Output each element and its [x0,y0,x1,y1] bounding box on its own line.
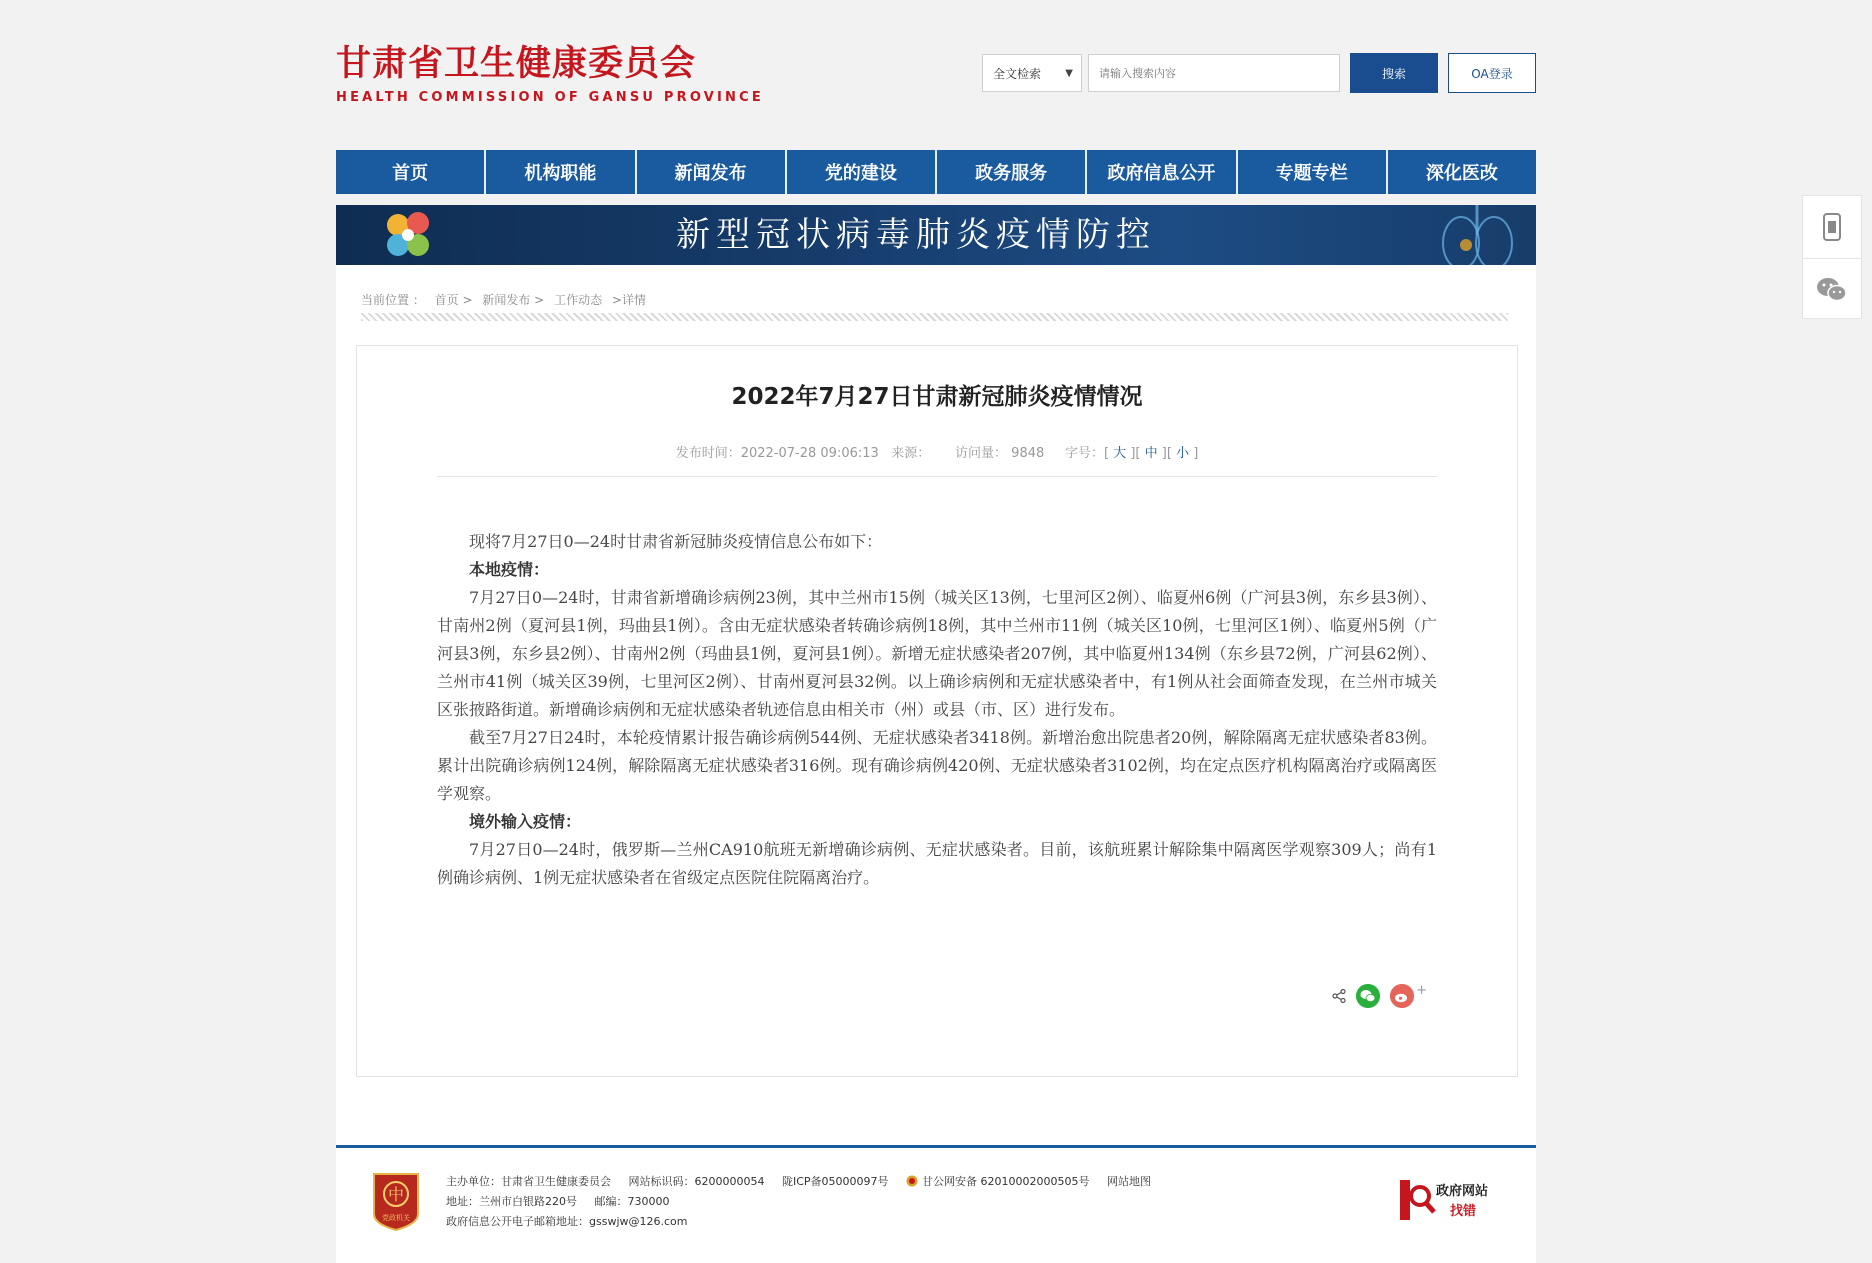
flower-icon [376,209,446,261]
gov-site-error-report[interactable] [1400,1178,1500,1222]
source-label: 来源： [891,446,931,461]
logo-chinese-name: 甘肃省卫生健康委员会 [336,44,697,84]
article-paragraph: 7月27日0—24时，俄罗斯—兰州CA910航班无新增确诊病例、无症状感染者。目前，该航班累计解除集中隔离医学观察309人；尚有1例确诊病例、1例无症状感染者在省级定点医院住院隔离治疗。 [437,840,1437,887]
footer-police-record[interactable]: 甘公网安备 62010002000505号 [922,1175,1090,1188]
breadcrumb-home[interactable]: 首页 > [434,293,473,307]
wechat-float-button[interactable] [1803,258,1861,321]
footer-address: 地址：兰州市白银路220号 [446,1195,577,1208]
article-subheading: 本地疫情： [469,560,550,579]
party-government-emblem-icon[interactable] [370,1170,422,1232]
footer-postcode: 邮编：730000 [594,1195,670,1208]
emblem-text: 党政机关 [382,1214,410,1222]
article-paragraph: 7月27日0—24时，甘肃省新增确诊病例23例，其中兰州市15例（城关区13例，七里河区2例）、临夏州6例（广河县3例，东乡县3例）、甘南州2例（夏河县1例，玛曲县1例）。含由无症状感染者转确诊病例18例，其中兰州市11例（城关区10例，七里河区1例）、临夏州5例（广河县3例，东乡县2例）、甘南州2例（玛曲县1例，夏河县1例）。新增无症状感染者207例，其中临夏州134例（东乡县72例，广河县62例）、兰州市41例（城关区39例，七里河区2例）、甘南州夏河县32例。以上确诊病例和无症状感染者中，有1例从社会面筛查发现，在兰州市城关区张掖路街道。新增确诊病例和无症状感染者轨迹信息由相关市（州）或县（市、区）进行发布。 [437,588,1437,719]
nav-item-info-disclosure[interactable]: 政府信息公开 [1087,150,1237,194]
footer-site-id: 网站标识码：6200000054 [628,1175,765,1188]
publish-time: 发布时间：2022-07-28 09:06:13 [675,446,879,461]
search-bar [982,53,1536,93]
article-meta: 发布时间：2022-07-28 09:06:13 来源： 访问量： 9848 字号：[ 大 ][ 中 ][ 小 ] [675,446,1199,461]
wechat-share-icon[interactable] [1356,984,1380,1008]
breadcrumb-label: 当前位置 ： [361,293,425,307]
visits-count: 9848 [1011,446,1045,461]
nav-item-services[interactable]: 政务服务 [937,150,1087,194]
nav-item-party[interactable]: 党的建设 [787,150,937,194]
breadcrumb [361,291,652,308]
article-body [437,528,1437,892]
font-size-small-link[interactable]: 小 [1176,446,1190,461]
oa-login-button[interactable]: OA登录 [1448,53,1536,93]
font-size-large-link[interactable]: 大 [1113,446,1127,461]
site-header [336,0,1536,150]
covid-banner[interactable] [336,205,1536,265]
magnifier-icon [1400,1178,1440,1222]
breadcrumb-divider [361,313,1508,321]
share-bar [1332,984,1427,1008]
site-logo[interactable] [336,44,764,105]
article-paragraph: 截至7月27日24时，本轮疫情累计报告确诊病例544例、无症状感染者3418例。新增治愈出院患者20例，解除隔离无症状感染者83例。累计出院确诊病例124例，解除隔离无症状感染者316例。现有确诊病例420例、无症状感染者3102例，均在定点医疗机构隔离治疗或隔离医学观察。 [437,728,1437,803]
nav-item-functions[interactable]: 机构职能 [486,150,636,194]
mobile-version-button[interactable] [1803,196,1861,258]
main-nav [336,150,1536,194]
nav-item-topics[interactable]: 专题专栏 [1238,150,1388,194]
breadcrumb-news[interactable]: 新闻发布 > [482,293,545,307]
banner-title: 新型冠状病毒肺炎疫情防控 [676,215,1156,255]
article-paragraph: 现将7月27日0—24时甘肃省新冠肺炎疫情信息公布如下： [469,532,883,551]
footer-sponsor: 主办单位：甘肃省卫生健康委员会 [446,1175,611,1188]
nav-item-reform[interactable]: 深化医改 [1425,163,1498,184]
footer-info [446,1172,1165,1232]
svg-text:中: 中 [387,1185,405,1204]
visits-label: 访问量： [955,446,1008,461]
logo-english-name: HEALTH COMMISSION OF GANSU PROVINCE [336,90,764,105]
lung-icon [1426,205,1526,265]
search-button[interactable]: 搜索 [1350,53,1438,93]
share-icon[interactable] [1332,989,1346,1003]
meta-divider [437,476,1437,477]
side-float-toolbar [1802,195,1862,319]
footer-email: 政府信息公开电子邮箱地址：gsswjw@126.com [446,1215,688,1228]
nav-item-home[interactable]: 首页 [336,150,486,194]
search-input[interactable] [1088,54,1340,92]
font-size-medium-link[interactable]: 中 [1144,446,1158,461]
plus-icon[interactable]: + [1416,982,1427,998]
main-content [336,265,1536,1145]
breadcrumb-detail: >详情 [611,293,646,307]
footer-icp[interactable]: 陇ICP备05000097号 [782,1175,889,1188]
search-scope-value: 全文检索 [993,66,1042,81]
footer-sitemap[interactable]: 网站地图 [1107,1175,1152,1188]
weibo-share-icon[interactable] [1390,984,1414,1008]
mobile-phone-icon [1821,212,1843,242]
fontsize-label: 字号： [1064,446,1104,461]
police-badge-icon [906,1175,918,1187]
wechat-icon [1816,276,1848,304]
article-title: 2022年7月27日甘肃新冠肺炎疫情情况 [731,384,1143,410]
nav-item-news[interactable]: 新闻发布 [637,150,787,194]
article-card [356,345,1518,1077]
error-report-line1: 政府网站 [1436,1184,1489,1199]
error-report-line2: 找错 [1450,1204,1477,1219]
chevron-down-icon: ▼ [1065,67,1073,79]
site-footer [336,1145,1536,1263]
breadcrumb-work[interactable]: 工作动态 [554,293,603,307]
article-subheading: 境外输入疫情： [469,812,582,831]
search-scope-select[interactable] [982,54,1082,92]
